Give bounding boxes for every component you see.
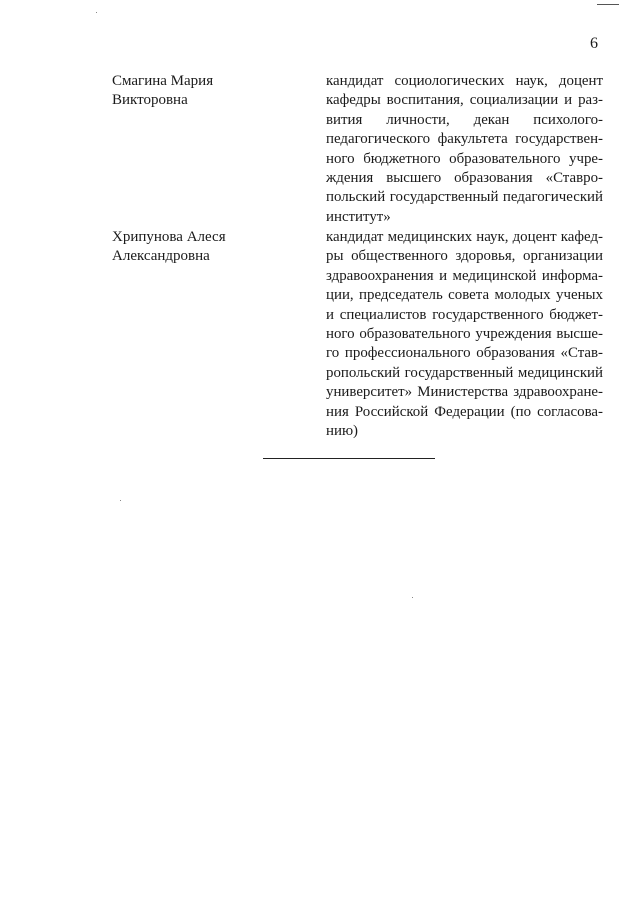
member-name-line: Викторовна <box>112 92 188 109</box>
member-description <box>326 72 603 227</box>
description-line: ры общественного здоровья, организации <box>326 248 603 265</box>
member-description <box>326 228 603 441</box>
description-line: и специалистов государственного бюджет- <box>326 306 603 323</box>
member-name-line: Хрипунова Алеся <box>112 229 226 245</box>
description-line: нию) <box>326 422 359 439</box>
member-name <box>112 228 287 267</box>
description-line: ждения высшего образования «Ставро- <box>326 169 603 186</box>
description-line: вития личности, декан психолого- <box>326 111 603 128</box>
description-line: педагогического факультета государствен- <box>326 131 603 148</box>
description-line: здравоохранения и медицинской информа- <box>326 267 603 284</box>
description-line: ния Российской Федерации (по согласова- <box>326 403 603 420</box>
description-line: кафедры воспитания, социализации и раз- <box>326 92 603 109</box>
member-name-line: Смагина Мария <box>112 73 214 89</box>
description-line: ропольский государственный медицинский <box>326 364 603 381</box>
description-line: ного бюджетного образовательного учре- <box>326 150 603 167</box>
description-line: кандидат медицинских наук, доцент кафед- <box>326 229 603 245</box>
end-separator-line <box>263 458 435 459</box>
page-number: 6 <box>590 35 598 52</box>
description-line: го профессионального образования «Став- <box>326 345 603 362</box>
scan-speck <box>96 12 97 13</box>
description-line: ции, председатель совета молодых ученых <box>326 287 603 304</box>
scan-speck <box>120 500 121 501</box>
member-name-line: Александровна <box>112 248 210 265</box>
top-edge-mark <box>597 4 619 5</box>
scan-speck <box>412 597 413 598</box>
description-line: кандидат социологических наук, доцент <box>326 73 603 89</box>
description-line: университет» Министерства здравоохране- <box>326 384 603 401</box>
member-name <box>112 72 287 111</box>
description-line: институт» <box>326 208 391 225</box>
description-line: ного образовательного учреждения высше- <box>326 325 603 342</box>
description-line: польский государственный педагогический <box>326 189 603 206</box>
